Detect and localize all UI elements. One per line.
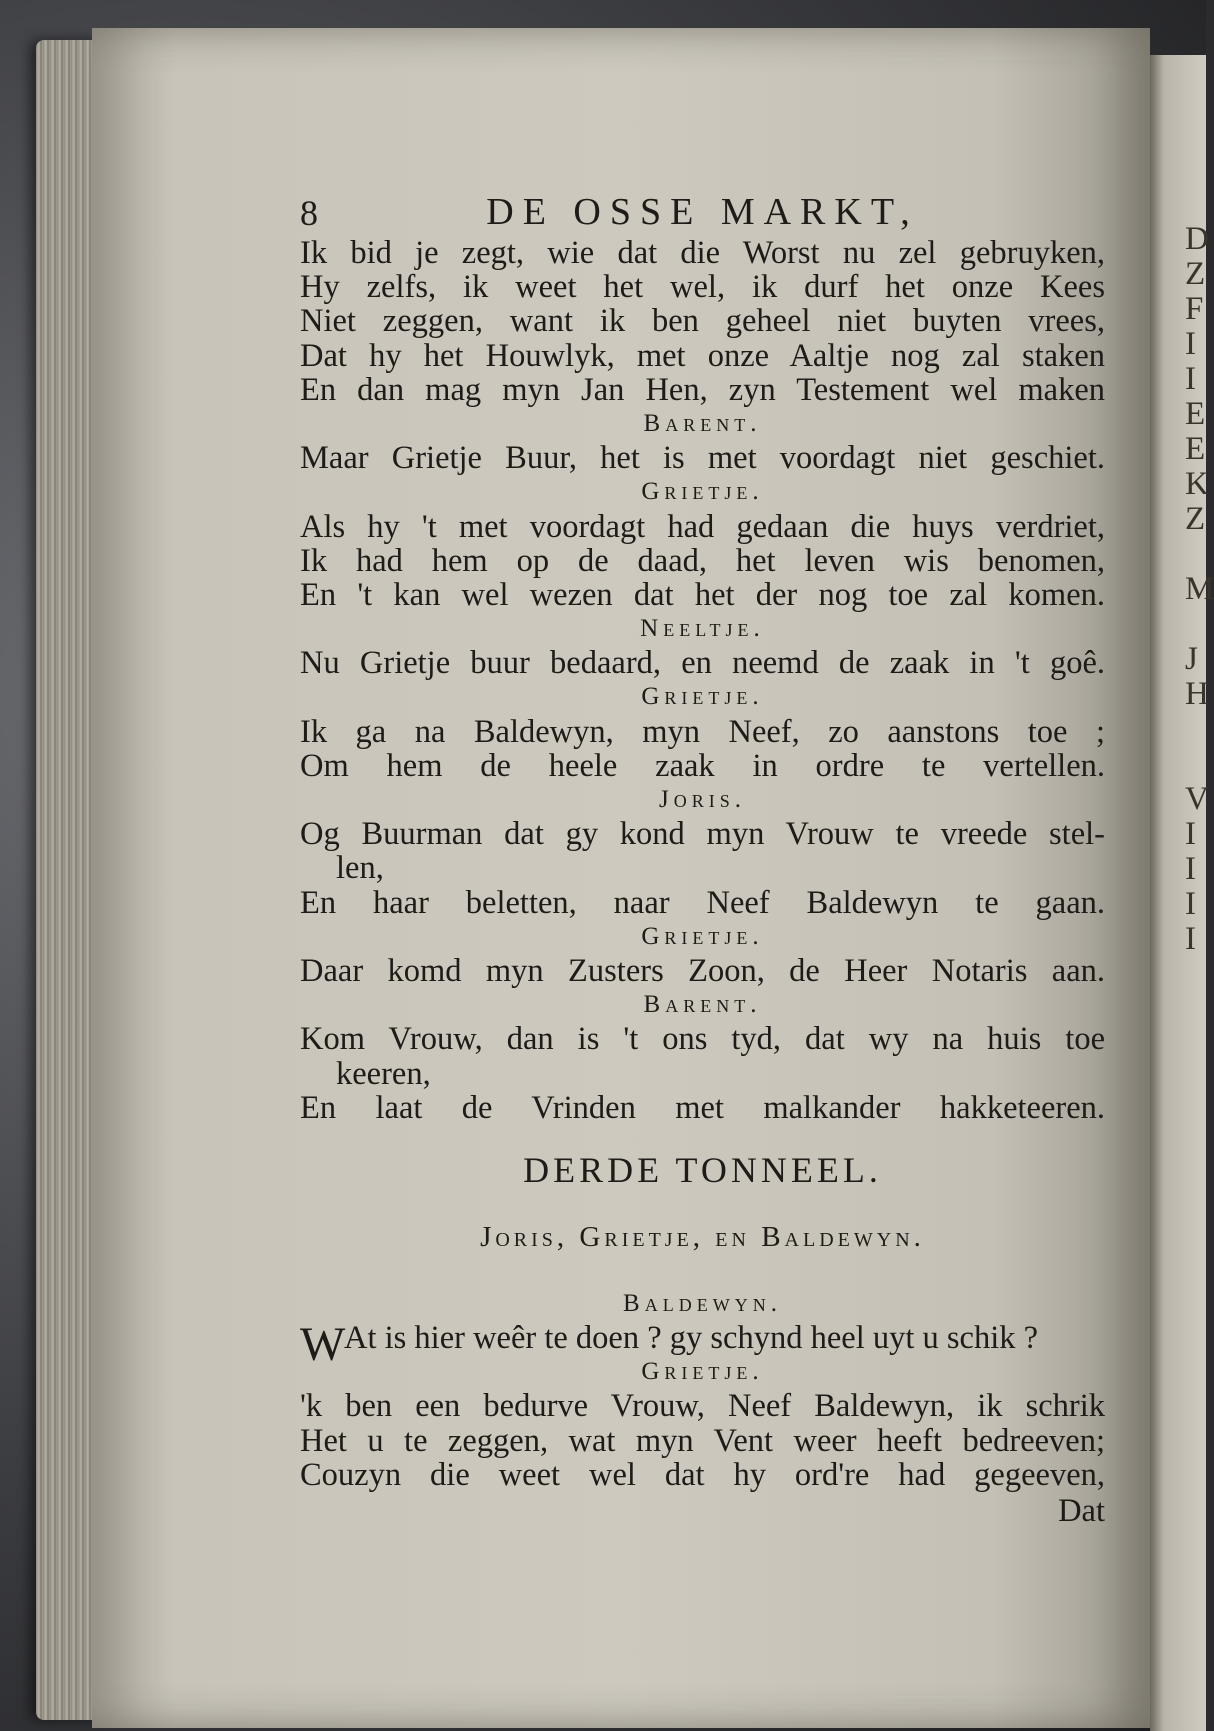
facing-page-letter — [1185, 747, 1206, 782]
verse-line: Als hy 't met voordagt had gedaan die huys verdriet, — [300, 508, 1105, 545]
facing-page-letter: E — [1185, 396, 1206, 432]
verse-line: En haar beletten, naar Neef Baldewyn te gaan. — [300, 884, 1105, 921]
verse-line: 'k ben een bedurve Vrouw, Neef Baldewyn, ik schrik — [300, 1388, 1105, 1425]
verse-line: En 't kan wel wezen dat het der nog toe zal komen. — [300, 576, 1105, 613]
facing-page-letter: H — [1185, 676, 1209, 712]
verse-line: Ik ga na Baldewyn, myn Neef, zo aanstons toe ; — [300, 713, 1105, 750]
verse-line: Og Buurman dat gy kond myn Vrouw te vreede stel- — [300, 816, 1105, 853]
verse-line: Couzyn die weet wel dat hy ord're had gegeeven, — [300, 1456, 1105, 1493]
facing-page-letter: D — [1185, 221, 1209, 257]
facing-page-letter: I — [1185, 921, 1196, 957]
facing-page-letter: E — [1185, 431, 1206, 467]
facing-page-letter: I — [1185, 886, 1196, 922]
page-text — [300, 190, 1105, 1530]
speaker-name: Neeltje. — [640, 615, 765, 643]
facing-page-letter: Z — [1185, 256, 1206, 292]
scene-title: DERDE TONNEEL. — [523, 1149, 882, 1190]
facing-page-letter: J — [1185, 641, 1198, 677]
verse-continuation: keeren, — [336, 1055, 431, 1092]
facing-page-letter — [1185, 607, 1206, 642]
verse-line: Maar Grietje Buur, het is met voordagt niet geschiet. — [300, 440, 1105, 477]
facing-page-letter — [1185, 712, 1206, 747]
verse-line: Het u te zeggen, wat myn Vent weer heeft bedreeven; — [300, 1422, 1105, 1459]
verse-line: En laat de Vrinden met malkander hakketeeren. — [300, 1089, 1105, 1126]
facing-page-letter: I — [1185, 361, 1196, 397]
verse-line: Kom Vrouw, dan is 't ons tyd, dat wy na huis toe — [300, 1021, 1105, 1058]
catchword: Dat — [1058, 1493, 1105, 1529]
verse-line: Nu Grietje buur bedaard, en neemd de zaak in 't goê. — [300, 645, 1105, 682]
facing-page-letter: I — [1185, 326, 1196, 362]
running-title: DE OSSE MARKT, — [486, 191, 919, 233]
facing-page-text — [1185, 221, 1214, 957]
page-header — [300, 190, 1105, 236]
verse-continuation: len, — [336, 850, 384, 887]
speaker-name: Grietje. — [641, 478, 764, 506]
speaker-name: Joris. — [659, 786, 746, 813]
facing-page-letter: K — [1185, 466, 1209, 502]
facing-page-letter: F — [1185, 291, 1204, 327]
dialogue-lines — [300, 236, 1105, 1125]
facing-page-letter: Z — [1185, 501, 1206, 537]
facing-page-letter: V — [1185, 781, 1209, 817]
cast-list: Joris, Grietje, en Baldewyn. — [480, 1220, 925, 1253]
speaker-name: Barent. — [643, 409, 762, 437]
verse-line: Hy zelfs, ik weet het wel, ik durf het onze Kees — [300, 269, 1105, 306]
speaker-name: Grietje. — [641, 922, 764, 950]
verse-line: Niet zeggen, want ik ben geheel niet buyten vrees, — [300, 303, 1105, 340]
speaker-name: Grietje. — [641, 1358, 764, 1386]
verse-text: At is hier weêr te doen ? gy schynd heel uyt u schik ? — [344, 1320, 1039, 1357]
verse-line: Ik bid je zegt, wie dat die Worst nu zel gebruyken, — [300, 235, 1105, 271]
verse-line: Ik had hem op de daad, het leven wis benomen, — [300, 542, 1105, 579]
verse-line: En dan mag myn Jan Hen, zyn Testement wel maken — [300, 371, 1105, 408]
verse-line: Dat hy het Houwlyk, met onze Aaltje nog zal staken — [300, 337, 1105, 374]
facing-page-letter: I — [1185, 816, 1196, 852]
drop-cap: W — [300, 1318, 346, 1372]
speaker-name: Baldewyn. — [623, 1289, 782, 1317]
speaker-name: Grietje. — [641, 683, 764, 711]
facing-page-letter: I — [1185, 851, 1196, 887]
facing-page-letter — [1185, 537, 1206, 572]
page-number: 8 — [300, 193, 318, 233]
verse-line: Daar komd myn Zusters Zoon, de Heer Notaris aan. — [300, 952, 1105, 989]
verse-line: Om hem de heele zaak in ordre te vertellen. — [300, 747, 1105, 784]
speaker-name: Barent. — [643, 991, 762, 1019]
facing-page-letter: M — [1185, 571, 1214, 607]
